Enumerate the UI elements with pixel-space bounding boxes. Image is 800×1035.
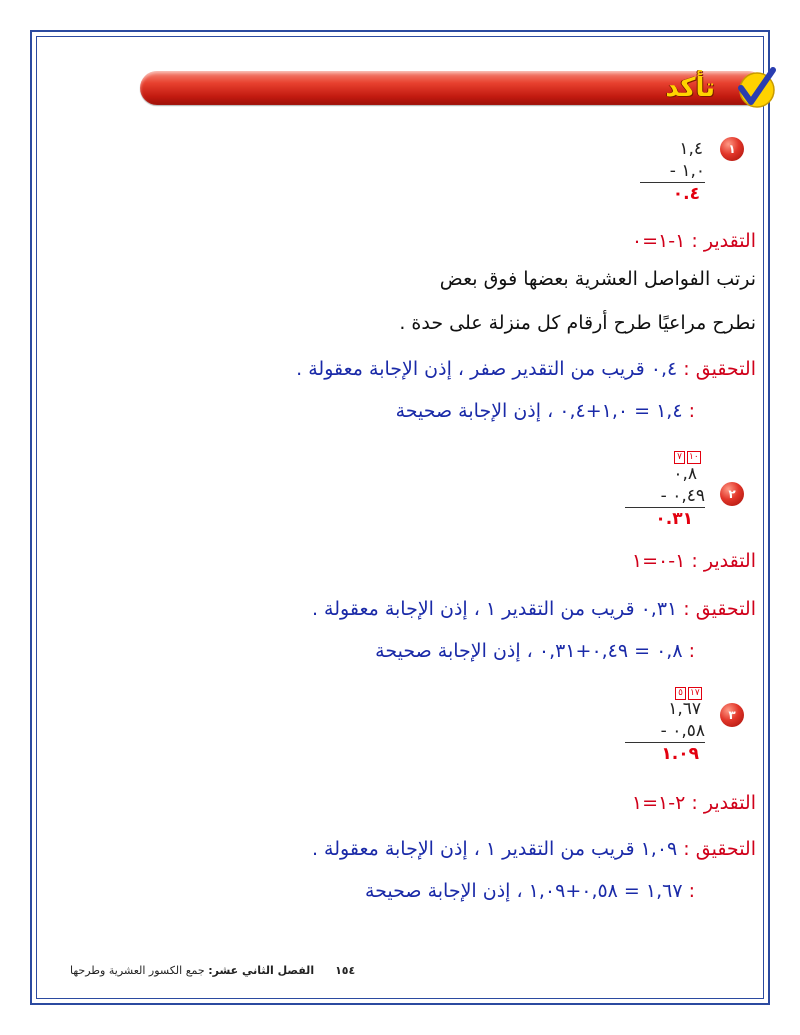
problem-3-minuend: ١,٦٧ <box>668 699 701 719</box>
check-label: التحقيق : <box>683 358 756 380</box>
problem-1-calculation <box>640 138 705 205</box>
problem-2-number-badge: ٢ <box>720 482 744 506</box>
problem-2-minuend: ٠,٨ <box>673 464 697 484</box>
problem-1-estimate <box>632 230 756 252</box>
problem-1-step-2: نطرح مراعيًا طرح أرقام كل منزلة على حدة . <box>399 312 756 334</box>
problem-2-estimate: التقدير : ١-٠=١ <box>631 550 756 572</box>
section-banner <box>140 71 765 105</box>
regroup-mark: ١٠ <box>689 452 699 462</box>
problem-3-verify: : ١,٦٧ = ٠,٥٨+١,٠٩ ، إذن الإجابة صحيحة <box>364 880 695 902</box>
estimate-value: ١-١=٠ <box>631 230 686 252</box>
verify-text: ١,٤ = ١,٠+٠,٤ ، إذن الإجابة صحيحة <box>395 400 683 422</box>
problem-1-subtrahend: ١,٠ - <box>669 161 705 181</box>
problem-1-step-1: نرتب الفواصل العشرية بعضها فوق بعض <box>439 268 756 290</box>
regroup-mark: ١٧ <box>690 688 700 698</box>
problem-1-number-badge: ١ <box>720 137 744 161</box>
problem-2-calculation <box>625 463 705 530</box>
regroup-mark: ٥ <box>675 687 686 700</box>
problem-3-subtrahend: ٠,٥٨ - <box>660 721 705 741</box>
checkmark-icon <box>735 66 777 110</box>
problem-3-number-badge: ٣ <box>720 703 744 727</box>
problem-2-result: ٠.٣١ <box>655 509 693 529</box>
estimate-label: التقدير : <box>691 230 756 252</box>
problem-3-estimate: التقدير : ٢-١=١ <box>631 792 756 814</box>
chapter-title: الفصل الثاني عشر: <box>208 964 315 977</box>
problem-2-check: التحقيق : ٠,٣١ قريب من التقدير ١ ، إذن الإجابة معقولة . <box>311 598 756 620</box>
problem-3-check: التحقيق : ١,٠٩ قريب من التقدير ١ ، إذن الإجابة معقولة . <box>311 838 756 860</box>
problem-1-check <box>296 358 756 380</box>
problem-1-result: ٠.٤ <box>672 184 700 204</box>
section-title: تأكد <box>665 73 715 103</box>
lesson-title: جمع الكسور العشرية وطرحها <box>70 964 205 977</box>
check-text: ٠,٤ قريب من التقدير صفر ، إذن الإجابة معقولة . <box>296 358 678 380</box>
problem-1-verify: : ١,٤ = ١,٠+٠,٤ ، إذن الإجابة صحيحة <box>395 400 695 422</box>
regroup-mark: ٧ <box>674 451 685 464</box>
problem-3-calculation <box>625 698 705 765</box>
problem-3-result: ١.٠٩ <box>661 744 699 764</box>
problem-2-verify: : ٠,٨ = ٠,٤٩+٠,٣١ ، إذن الإجابة صحيحة <box>375 640 695 662</box>
problem-2-subtrahend: ٠,٤٩ - <box>660 486 705 506</box>
page-footer <box>70 964 355 977</box>
problem-1-minuend: ١,٤ <box>679 139 703 159</box>
page-number: ١٥٤ <box>335 964 356 977</box>
